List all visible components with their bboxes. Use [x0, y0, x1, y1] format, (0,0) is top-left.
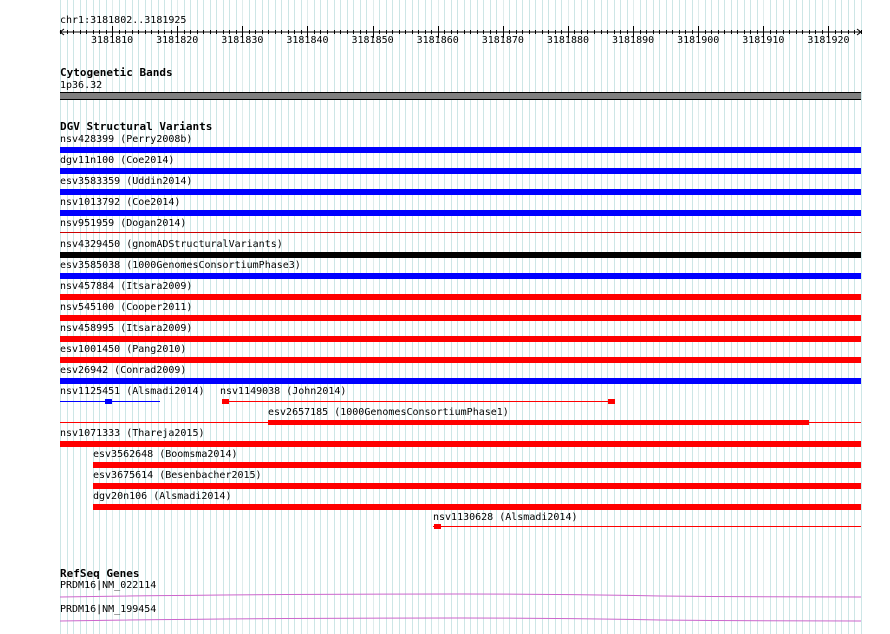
cytoband-label[interactable]: 1p36.32: [60, 80, 103, 91]
dgv-feature-label[interactable]: nsv545100 (Cooper2011): [60, 302, 193, 313]
dgv-feature-line[interactable]: [222, 401, 612, 402]
dgv-feature-label[interactable]: esv1001450 (Pang2010): [60, 344, 187, 355]
dgv-feature-bar[interactable]: [60, 168, 861, 174]
dgv-feature-label[interactable]: nsv428399 (Perry2008b): [60, 134, 193, 145]
ruler-tick-label: 3181880: [546, 35, 590, 46]
dgv-feature-block[interactable]: [608, 399, 615, 404]
dgv-feature-bar[interactable]: [60, 294, 861, 300]
ruler-tick-label: 3181830: [221, 35, 264, 46]
dgv-feature-label[interactable]: esv3562648 (Boomsma2014): [93, 449, 238, 460]
dgv-feature-bar[interactable]: [60, 315, 861, 321]
dgv-feature-bar[interactable]: [60, 273, 861, 279]
dgv-feature-label[interactable]: nsv1013792 (Coe2014): [60, 197, 181, 208]
dgv-feature-bar[interactable]: [60, 252, 861, 258]
dgv-feature-label[interactable]: nsv1130628 (Alsmadi2014): [433, 512, 578, 523]
dgv-feature-bar[interactable]: [93, 504, 861, 510]
dgv-feature-label[interactable]: esv26942 (Conrad2009): [60, 365, 187, 376]
dgv-feature-block[interactable]: [222, 399, 229, 404]
dgv-feature-bar[interactable]: [60, 378, 861, 384]
dgv-feature-label[interactable]: dgv20n106 (Alsmadi2014): [93, 491, 232, 502]
refseq-gene-intron-line[interactable]: [0, 614, 890, 626]
dgv-feature-label[interactable]: nsv1149038 (John2014): [220, 386, 347, 397]
dgv-feature-bar[interactable]: [60, 147, 861, 153]
dgv-feature-label[interactable]: dgv11n100 (Coe2014): [60, 155, 175, 166]
dgv-feature-label[interactable]: esv2657185 (1000GenomesConsortiumPhase1): [268, 407, 509, 418]
ruler-tick-label: 3181850: [351, 35, 394, 46]
refseq-track-title[interactable]: RefSeq Genes: [60, 567, 140, 580]
ruler-tick-label: 3181840: [286, 35, 329, 46]
dgv-feature-bar[interactable]: [60, 232, 861, 233]
dgv-feature-block[interactable]: [434, 524, 441, 529]
ruler-position-label: chr1:3181802..3181925: [60, 15, 187, 26]
dgv-feature-bar[interactable]: [60, 189, 861, 195]
dgv-feature-bar[interactable]: [268, 420, 809, 425]
dgv-feature-block[interactable]: [105, 399, 112, 404]
dgv-feature-line[interactable]: [803, 422, 861, 423]
dgv-feature-line[interactable]: [60, 422, 273, 423]
dgv-feature-label[interactable]: esv3585038 (1000GenomesConsortiumPhase3): [60, 260, 301, 271]
ruler-tick-label: 3181870: [481, 35, 524, 46]
dgv-feature-label[interactable]: nsv4329450 (gnomADStructuralVariants): [60, 239, 283, 250]
cytoband-bar[interactable]: [60, 92, 861, 100]
dgv-feature-bar[interactable]: [60, 210, 861, 216]
refseq-gene-label[interactable]: PRDM16|NM_199454: [60, 604, 157, 615]
dgv-feature-label[interactable]: nsv951959 (Dogan2014): [60, 218, 187, 229]
dgv-feature-bar[interactable]: [60, 441, 861, 447]
ruler-tick-label: 3181920: [807, 35, 850, 46]
ruler-tick-label: 3181860: [416, 35, 459, 46]
dgv-track-title[interactable]: DGV Structural Variants: [60, 120, 213, 133]
dgv-feature-bar[interactable]: [60, 336, 861, 342]
refseq-gene-intron-line[interactable]: [0, 590, 890, 602]
dgv-feature-label[interactable]: nsv458995 (Itsara2009): [60, 323, 193, 334]
ruler-tick-label: 3181910: [742, 35, 785, 46]
dgv-feature-label[interactable]: esv3583359 (Uddin2014): [60, 176, 193, 187]
dgv-feature-bar[interactable]: [93, 462, 861, 468]
dgv-feature-line[interactable]: [433, 526, 861, 527]
ruler-tick-label: 3181890: [611, 35, 655, 46]
dgv-feature-label[interactable]: nsv1071333 (Thareja2015): [60, 428, 205, 439]
dgv-feature-label[interactable]: nsv457884 (Itsara2009): [60, 281, 193, 292]
dgv-feature-label[interactable]: esv3675614 (Besenbacher2015): [93, 470, 262, 481]
dgv-feature-bar[interactable]: [60, 357, 861, 363]
dgv-feature-label[interactable]: nsv1125451 (Alsmadi2014): [60, 386, 205, 397]
cytoband-title[interactable]: Cytogenetic Bands: [60, 66, 173, 79]
ruler-tick-label: 3181810: [91, 35, 134, 46]
refseq-gene-label[interactable]: PRDM16|NM_022114: [60, 580, 157, 591]
ruler-tick-label: 3181900: [677, 35, 720, 46]
dgv-feature-bar[interactable]: [93, 483, 861, 489]
ruler-tick-label: 3181820: [156, 35, 199, 46]
